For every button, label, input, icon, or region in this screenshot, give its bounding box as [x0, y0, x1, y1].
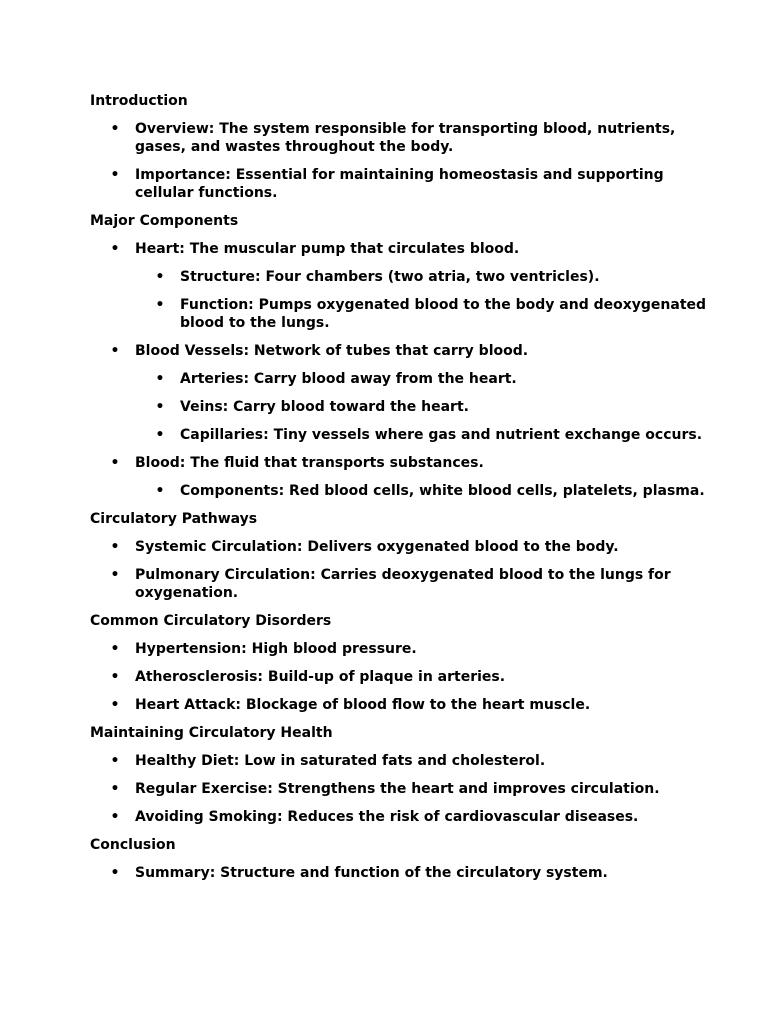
list-item-text: Hypertension: High blood pressure. [135, 641, 417, 657]
sublist-item-capillaries [135, 426, 708, 444]
major-components-list [90, 240, 708, 500]
list-item-overview [90, 120, 708, 156]
bullet-icon: • [110, 669, 120, 685]
bullet-icon: • [110, 121, 120, 137]
list-item-blood [90, 454, 708, 472]
list-item-text: Healthy Diet: Low in saturated fats and cholesterol. [135, 753, 546, 769]
list-item-text: Summary: Structure and function of the circulatory system. [135, 865, 608, 881]
heart-sublist [135, 268, 708, 332]
list-item-importance [90, 166, 708, 202]
common-disorders-list [90, 640, 708, 714]
introduction-list [90, 120, 708, 202]
bullet-icon: • [110, 567, 120, 583]
section-heading-conclusion: Conclusion [90, 837, 176, 853]
list-item-regular-exercise [90, 780, 708, 798]
list-item-text: Overview: The system responsible for transporting blood, nutrients, gases, and wastes throughout the body. [135, 121, 676, 155]
bullet-icon: • [110, 343, 120, 359]
circulatory-pathways-list [90, 538, 708, 602]
list-item-hypertension [90, 640, 708, 658]
list-item-heart-attack [90, 696, 708, 714]
list-item-healthy-diet [90, 752, 708, 770]
bullet-icon: • [110, 781, 120, 797]
sublist-item-text: Structure: Four chambers (two atria, two ventricles). [180, 269, 600, 285]
list-item-text: Atherosclerosis: Build-up of plaque in arteries. [135, 669, 506, 685]
conclusion-list [90, 864, 708, 882]
list-item-text: Heart Attack: Blockage of blood flow to the heart muscle. [135, 697, 591, 713]
bullet-icon: • [155, 399, 165, 415]
bullet-icon: • [110, 241, 120, 257]
sublist-item-text: Capillaries: Tiny vessels where gas and nutrient exchange occurs. [180, 427, 703, 443]
list-item-blood-vessels [90, 342, 708, 360]
bullet-icon: • [110, 865, 120, 881]
maintaining-health-list [90, 752, 708, 826]
bullet-icon: • [155, 371, 165, 387]
bullet-icon: • [110, 455, 120, 471]
bullet-icon: • [155, 427, 165, 443]
blood-vessels-sublist [135, 370, 708, 444]
bullet-icon: • [155, 297, 165, 313]
list-item-heart [90, 240, 708, 258]
sublist-item-text: Arteries: Carry blood away from the heart. [180, 371, 517, 387]
list-item-pulmonary-circulation [90, 566, 708, 602]
blood-sublist [135, 482, 708, 500]
bullet-icon: • [110, 809, 120, 825]
bullet-icon: • [110, 697, 120, 713]
section-heading-introduction: Introduction [90, 93, 188, 109]
list-item-text: Pulmonary Circulation: Carries deoxygenated blood to the lungs for oxygenation. [135, 567, 671, 601]
list-item-text: Avoiding Smoking: Reduces the risk of cardiovascular diseases. [135, 809, 639, 825]
bullet-icon: • [110, 753, 120, 769]
bullet-icon: • [155, 269, 165, 285]
section-heading-maintaining-health: Maintaining Circulatory Health [90, 725, 333, 741]
section-heading-major-components: Major Components [90, 213, 239, 229]
sublist-item-function [135, 296, 708, 332]
sublist-item-veins [135, 398, 708, 416]
bullet-icon: • [110, 539, 120, 555]
bullet-icon: • [110, 167, 120, 183]
list-item-text: Blood: The fluid that transports substances. [135, 455, 484, 471]
sublist-item-text: Components: Red blood cells, white blood cells, platelets, plasma. [180, 483, 705, 499]
list-item-systemic-circulation [90, 538, 708, 556]
list-item-text: Systemic Circulation: Delivers oxygenated blood to the body. [135, 539, 619, 555]
sublist-item-text: Function: Pumps oxygenated blood to the body and deoxygenated blood to the lungs. [180, 297, 707, 331]
list-item-text: Regular Exercise: Strengthens the heart and improves circulation. [135, 781, 660, 797]
list-item-text: Blood Vessels: Network of tubes that carry blood. [135, 343, 529, 359]
list-item-text: Heart: The muscular pump that circulates blood. [135, 241, 520, 257]
sublist-item-components [135, 482, 708, 500]
sublist-item-arteries [135, 370, 708, 388]
sublist-item-structure [135, 268, 708, 286]
bullet-icon: • [110, 641, 120, 657]
section-heading-circulatory-pathways: Circulatory Pathways [90, 511, 258, 527]
list-item-text: Importance: Essential for maintaining homeostasis and supporting cellular functions. [135, 167, 664, 201]
section-heading-common-disorders: Common Circulatory Disorders [90, 613, 332, 629]
list-item-atherosclerosis [90, 668, 708, 686]
list-item-avoiding-smoking [90, 808, 708, 826]
sublist-item-text: Veins: Carry blood toward the heart. [180, 399, 469, 415]
bullet-icon: • [155, 483, 165, 499]
list-item-summary [90, 864, 708, 882]
